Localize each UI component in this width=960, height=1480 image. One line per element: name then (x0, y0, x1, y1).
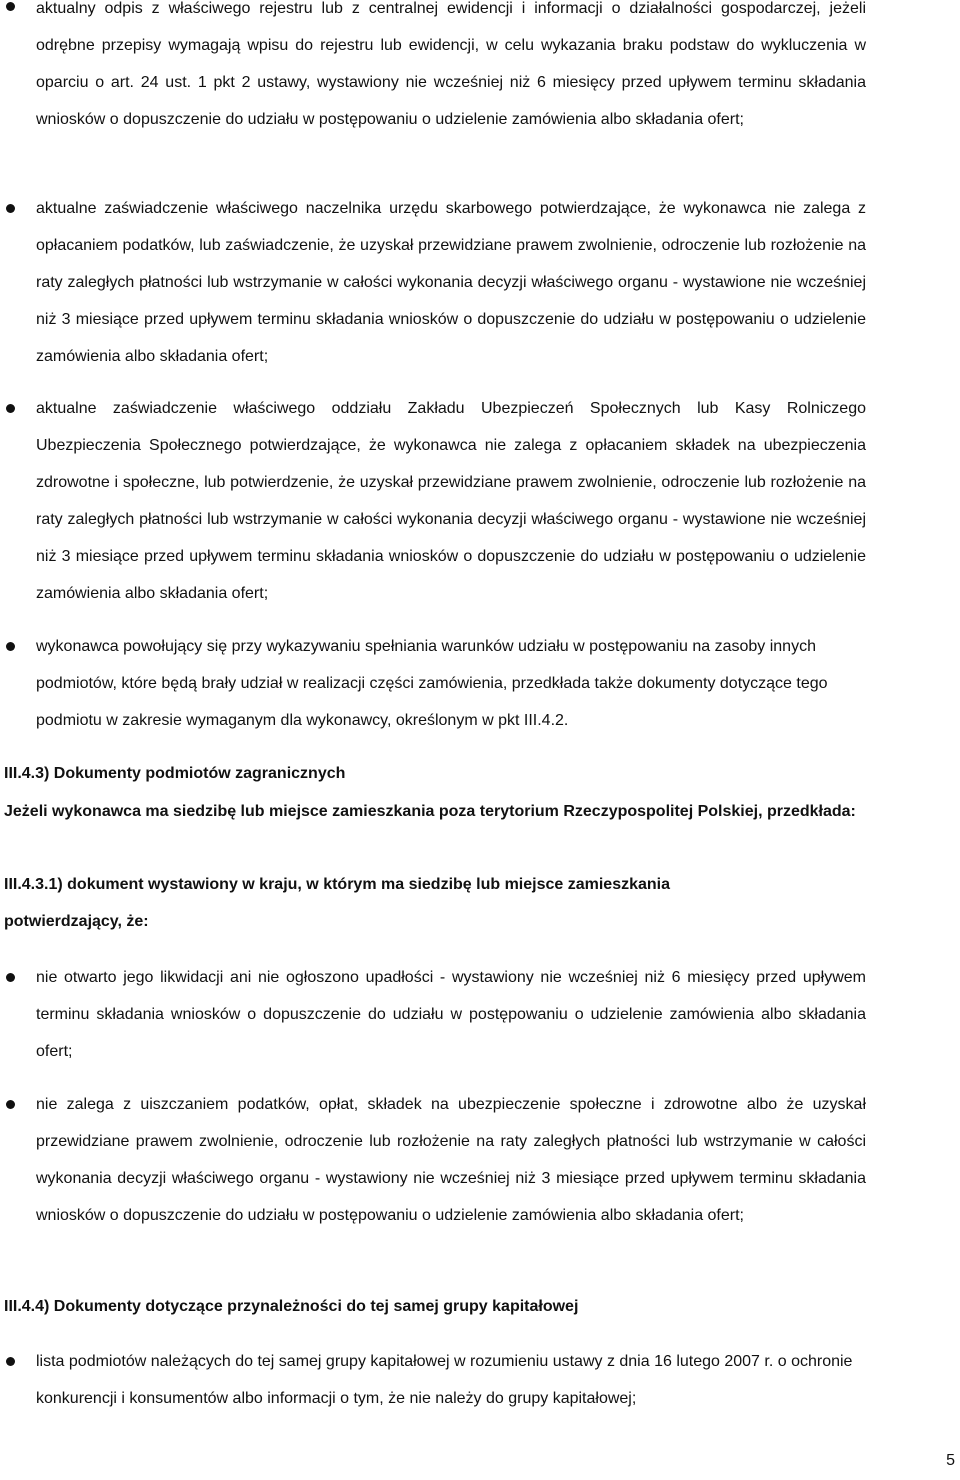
bullet-icon (6, 973, 15, 982)
bullet-icon (6, 1100, 15, 1109)
bullet-icon (6, 642, 15, 651)
section-heading: III.4.3) Dokumenty podmiotów zagranicznych (4, 765, 346, 782)
bullet-icon (6, 404, 15, 413)
list-item: lista podmiotów należących do tej samej grupy kapitałowej w rozumieniu ustawy z dnia 16 lutego 2007 r. o ochronie konkurencji i konsumentów albo informacji o tym, że nie należy do grupy kapitałowej; (36, 1353, 853, 1407)
list-item: aktualny odpis z właściwego rejestru lub z centralnej ewidencji i informacji o działalności gospodarczej, jeżeli odrębne przepisy wymagają wpisu do rejestru lub ewidencji, w celu wykazania braku podstaw do wykluczenia w oparciu o art. 24 ust. 1 pkt 2 ustawy, wystawiony nie wcześniej niż 6 miesięcy przed upływem terminu składania wniosków o dopuszczenie do udziału w postępowaniu o udzielenie zamówienia albo składania ofert; (36, 0, 866, 128)
page-number: 5 (946, 1452, 955, 1469)
section-heading: Jeżeli wykonawca ma siedzibę lub miejsce zamieszkania poza terytorium Rzeczypospolitej Polskiej, przedkłada: (4, 803, 856, 820)
bullet-icon (6, 1357, 15, 1366)
list-item: nie zalega z uiszczaniem podatków, opłat, składek na ubezpieczenie społeczne i zdrowotne albo że uzyskał przewidziane prawem zwolnienie, odroczenie lub rozłożenie na raty zaległych płatności lub wstrzymanie w całości wykonania decyzji właściwego organu - wystawiony nie wcześniej niż 3 miesiące przed upływem terminu składania wniosków o dopuszczenie do udziału w postępowaniu o udzielenie zamówienia albo składania ofert; (36, 1096, 866, 1224)
list-item: aktualne zaświadczenie właściwego oddziału Zakładu Ubezpieczeń Społecznych lub Kasy Rolniczego Ubezpieczenia Społecznego potwierdzające, że wykonawca nie zalega z opłacaniem składek na ubezpieczenia zdrowotne i społeczne, lub potwierdzenie, że uzyskał przewidziane prawem zwolnienie, odroczenie lub rozłożenie na raty zaległych płatności lub wstrzymanie w całości wykonania decyzji właściwego organu - wystawione nie wcześniej niż 3 miesiące przed upływem terminu składania wniosków o dopuszczenie do udziału w postępowaniu o udzielenie zamówienia albo składania ofert; (36, 400, 866, 602)
bullet-icon (6, 2, 15, 11)
section-heading: III.4.4) Dokumenty dotyczące przynależności do tej samej grupy kapitałowej (4, 1298, 579, 1315)
bullet-icon (6, 204, 15, 213)
section-heading: III.4.3.1) dokument wystawiony w kraju, w którym ma siedzibę lub miejsce zamieszkania potwierdzający, że: (4, 876, 671, 930)
list-item: aktualne zaświadczenie właściwego naczelnika urzędu skarbowego potwierdzające, że wykonawca nie zalega z opłacaniem podatków, lub zaświadczenie, że uzyskał przewidziane prawem zwolnienie, odroczenie lub rozłożenie na raty zaległych płatności lub wstrzymanie w całości wykonania decyzji właściwego organu - wystawione nie wcześniej niż 3 miesiące przed upływem terminu składania wniosków o dopuszczenie do udziału w postępowaniu o udzielenie zamówienia albo składania ofert; (36, 200, 866, 365)
list-item: nie otwarto jego likwidacji ani nie ogłoszono upadłości - wystawiony nie wcześniej niż 6 miesięcy przed upływem terminu składania wniosków o dopuszczenie do udziału w postępowaniu o udzielenie zamówienia albo składania ofert; (36, 969, 866, 1060)
list-item: wykonawca powołujący się przy wykazywaniu spełniania warunków udziału w postępowaniu na zasoby innych podmiotów, które będą brały udział w realizacji części zamówienia, przedkłada także dokumenty dotyczące tego podmiotu w zakresie wymaganym dla wykonawcy, określonym w pkt III.4.2. (36, 638, 828, 729)
